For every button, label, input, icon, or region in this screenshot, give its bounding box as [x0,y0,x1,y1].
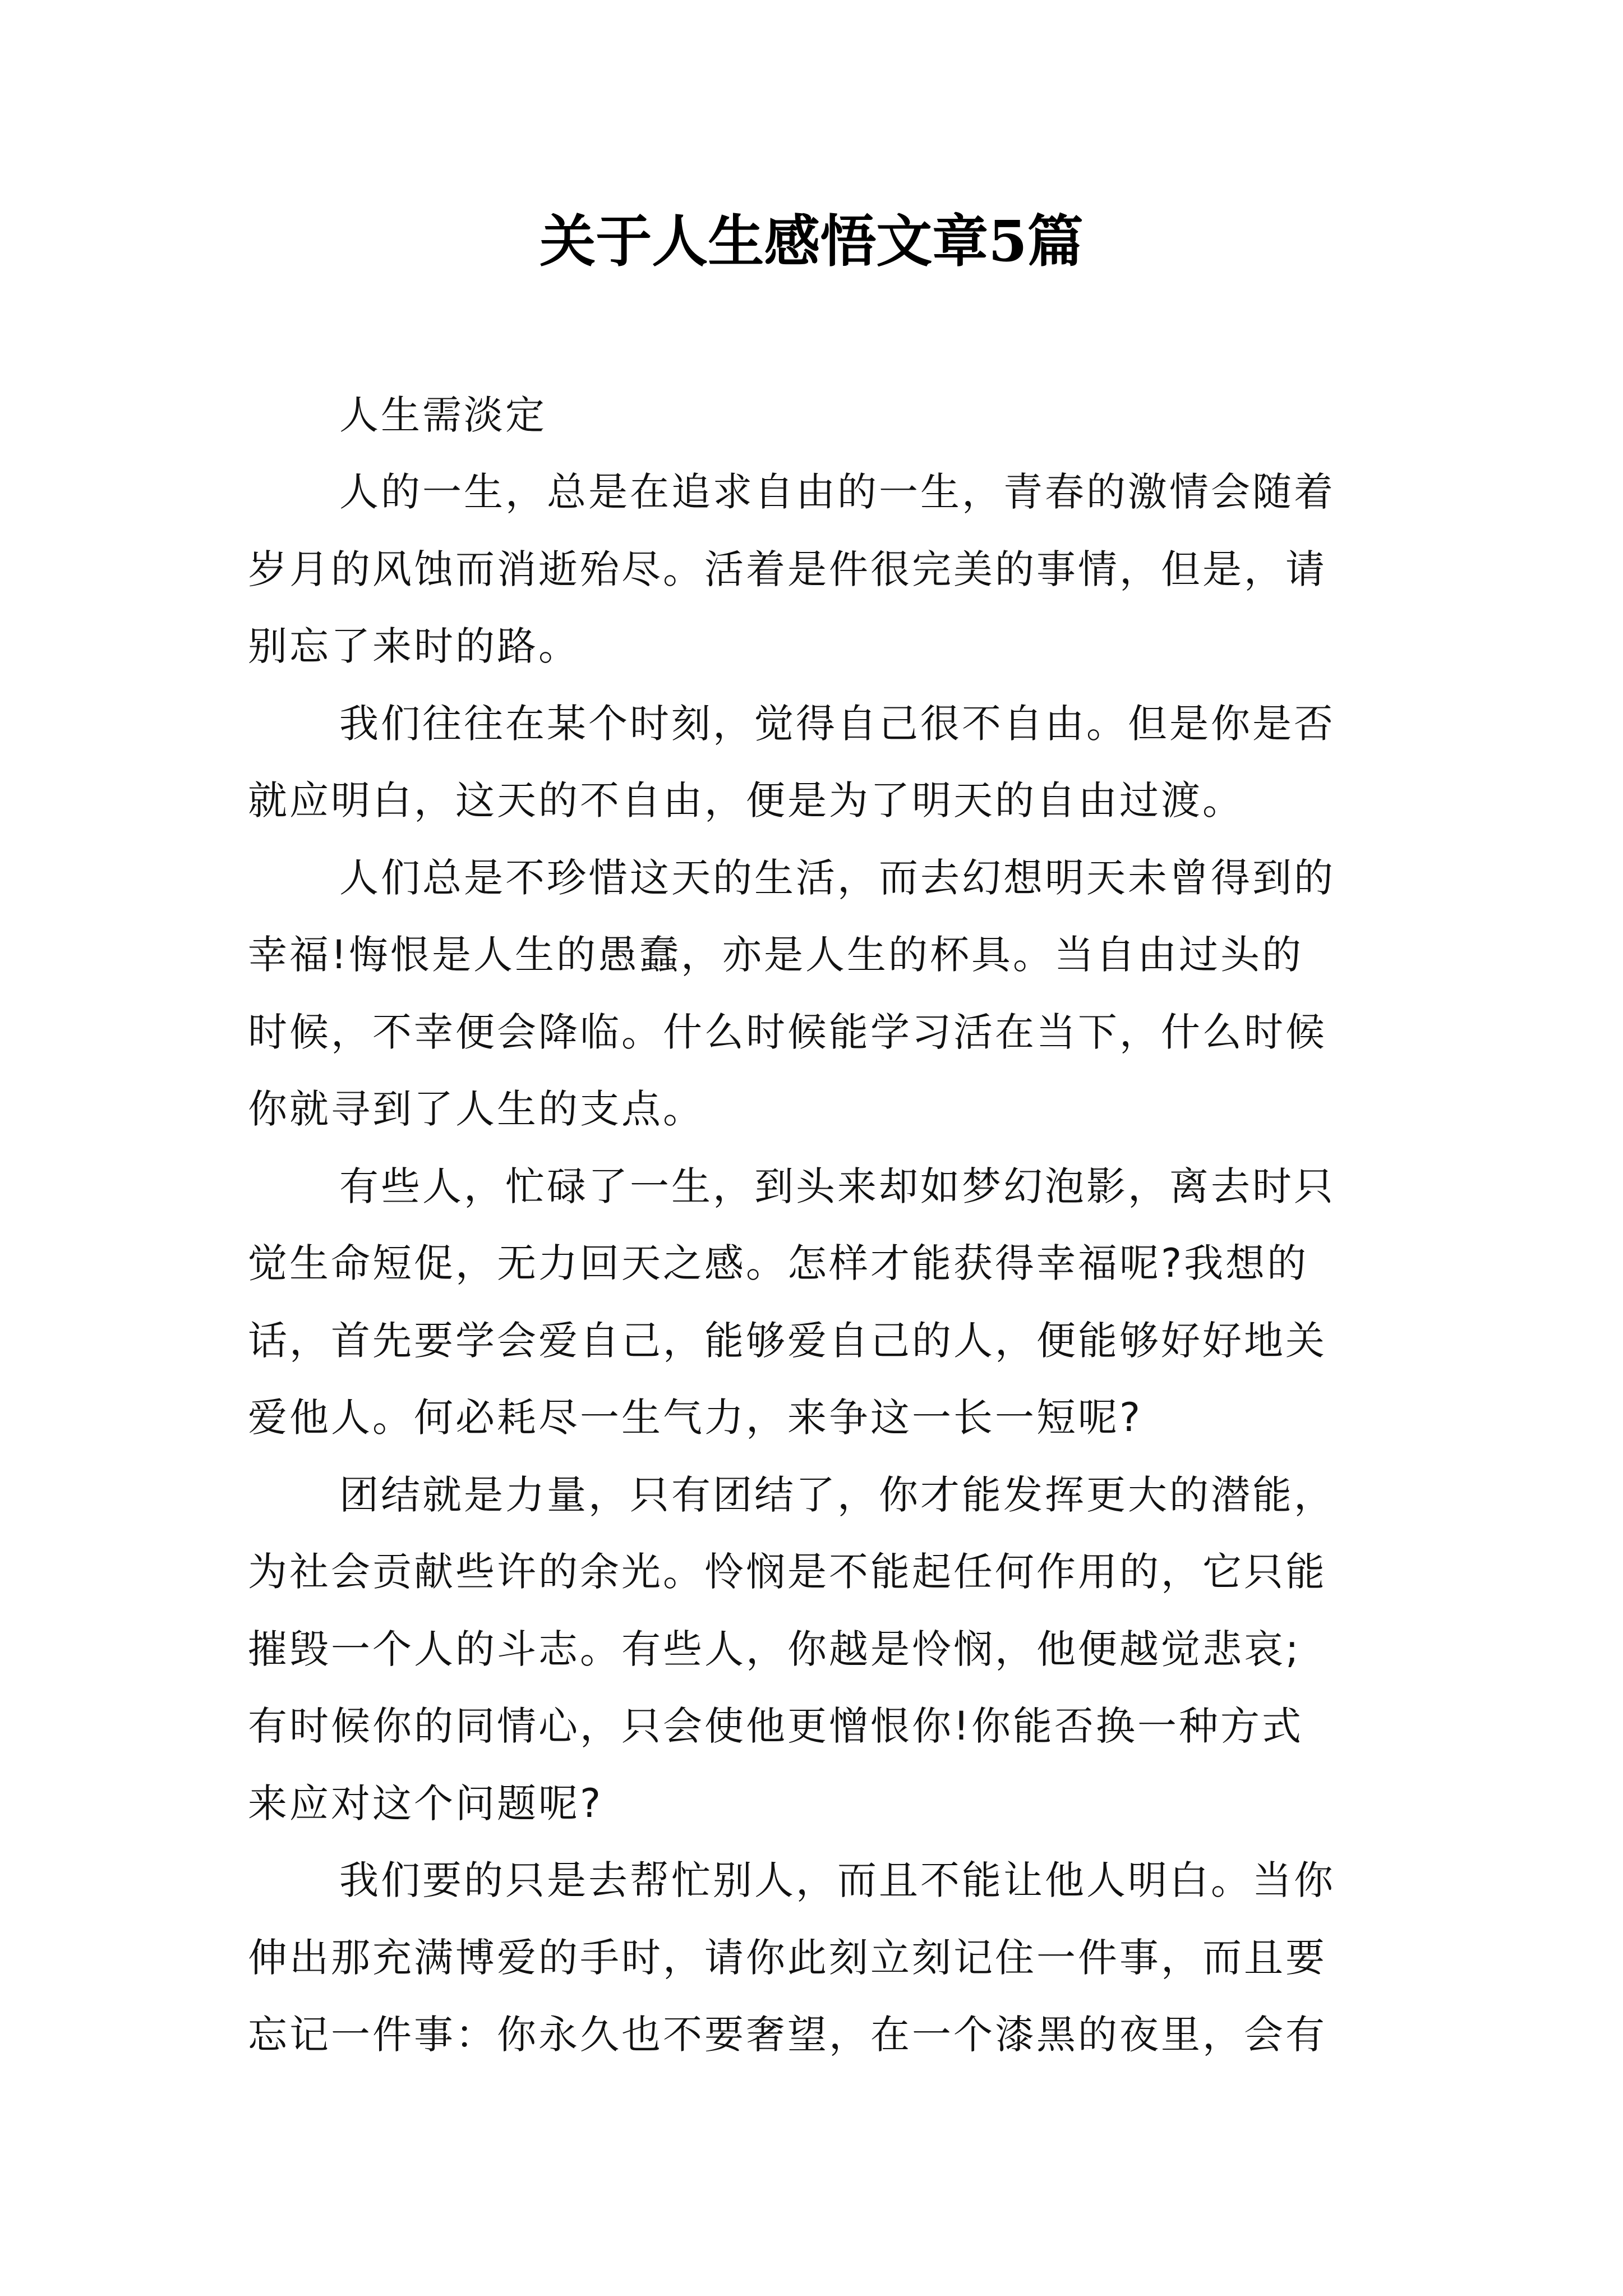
paragraph-line: 摧毁一个人的斗志。有些人，你越是怜悯，他便越觉悲哀; [248,1626,1301,1672]
paragraph-line: 觉生命短促，无力回天之感。怎样才能获得幸福呢?我想的 [248,1240,1309,1286]
paragraph-line: 为社会贡献些许的余光。怜悯是不能起任何作用的，它只能 [248,1549,1327,1595]
paragraph-line: 有时候你的同情心，只会使他更憎恨你!你能否换一种方式 [248,1703,1304,1749]
paragraph-line: 话，首先要学会爱自己，能够爱自己的人，便能够好好地关 [248,1318,1327,1364]
paragraph-line: 岁月的风蚀而消逝殆尽。活着是件很完美的事情，但是，请 [248,546,1327,592]
paragraph-line: 忘记一件事：你永久也不要奢望，在一个漆黑的夜里，会有 [248,2012,1327,2058]
paragraph-line: 我们要的只是去帮忙别人，而且不能让他人明白。当你 [339,1857,1335,1903]
paragraph-line: 有些人，忙碌了一生，到头来却如梦幻泡影，离去时只 [339,1163,1335,1209]
paragraph-line: 时候，不幸便会降临。什么时候能学习活在当下，什么时候 [248,1009,1327,1055]
paragraph-line: 爱他人。何必耗尽一生气力，来争这一长一短呢? [248,1395,1143,1441]
paragraph-line: 来应对这个问题呢? [248,1780,603,1826]
paragraph-line: 伸出那充满博爱的手时，请你此刻立刻记住一件事，而且要 [248,1935,1327,1981]
paragraph-line: 我们往往在某个时刻，觉得自己很不自由。但是你是否 [339,701,1335,747]
document-title: 关于人生感悟文章5篇 [540,208,1083,274]
paragraph-line: 别忘了来时的路。 [248,623,580,669]
paragraph-line: 人们总是不珍惜这天的生活，而去幻想明天未曾得到的 [339,855,1335,901]
paragraph-line: 人的一生，总是在追求自由的一生，青春的激情会随着 [339,469,1335,515]
paragraph-line: 幸福!悔恨是人生的愚蠢，亦是人生的杯具。当自由过头的 [248,932,1304,978]
paragraph-line: 团结就是力量，只有团结了，你才能发挥更大的潜能， [339,1472,1335,1518]
paragraph-line: 就应明白，这天的不自由，便是为了明天的自由过渡。 [248,777,1244,823]
paragraph-line: 你就寻到了人生的支点。 [248,1086,704,1132]
section-heading: 人生需淡定 [339,392,547,438]
